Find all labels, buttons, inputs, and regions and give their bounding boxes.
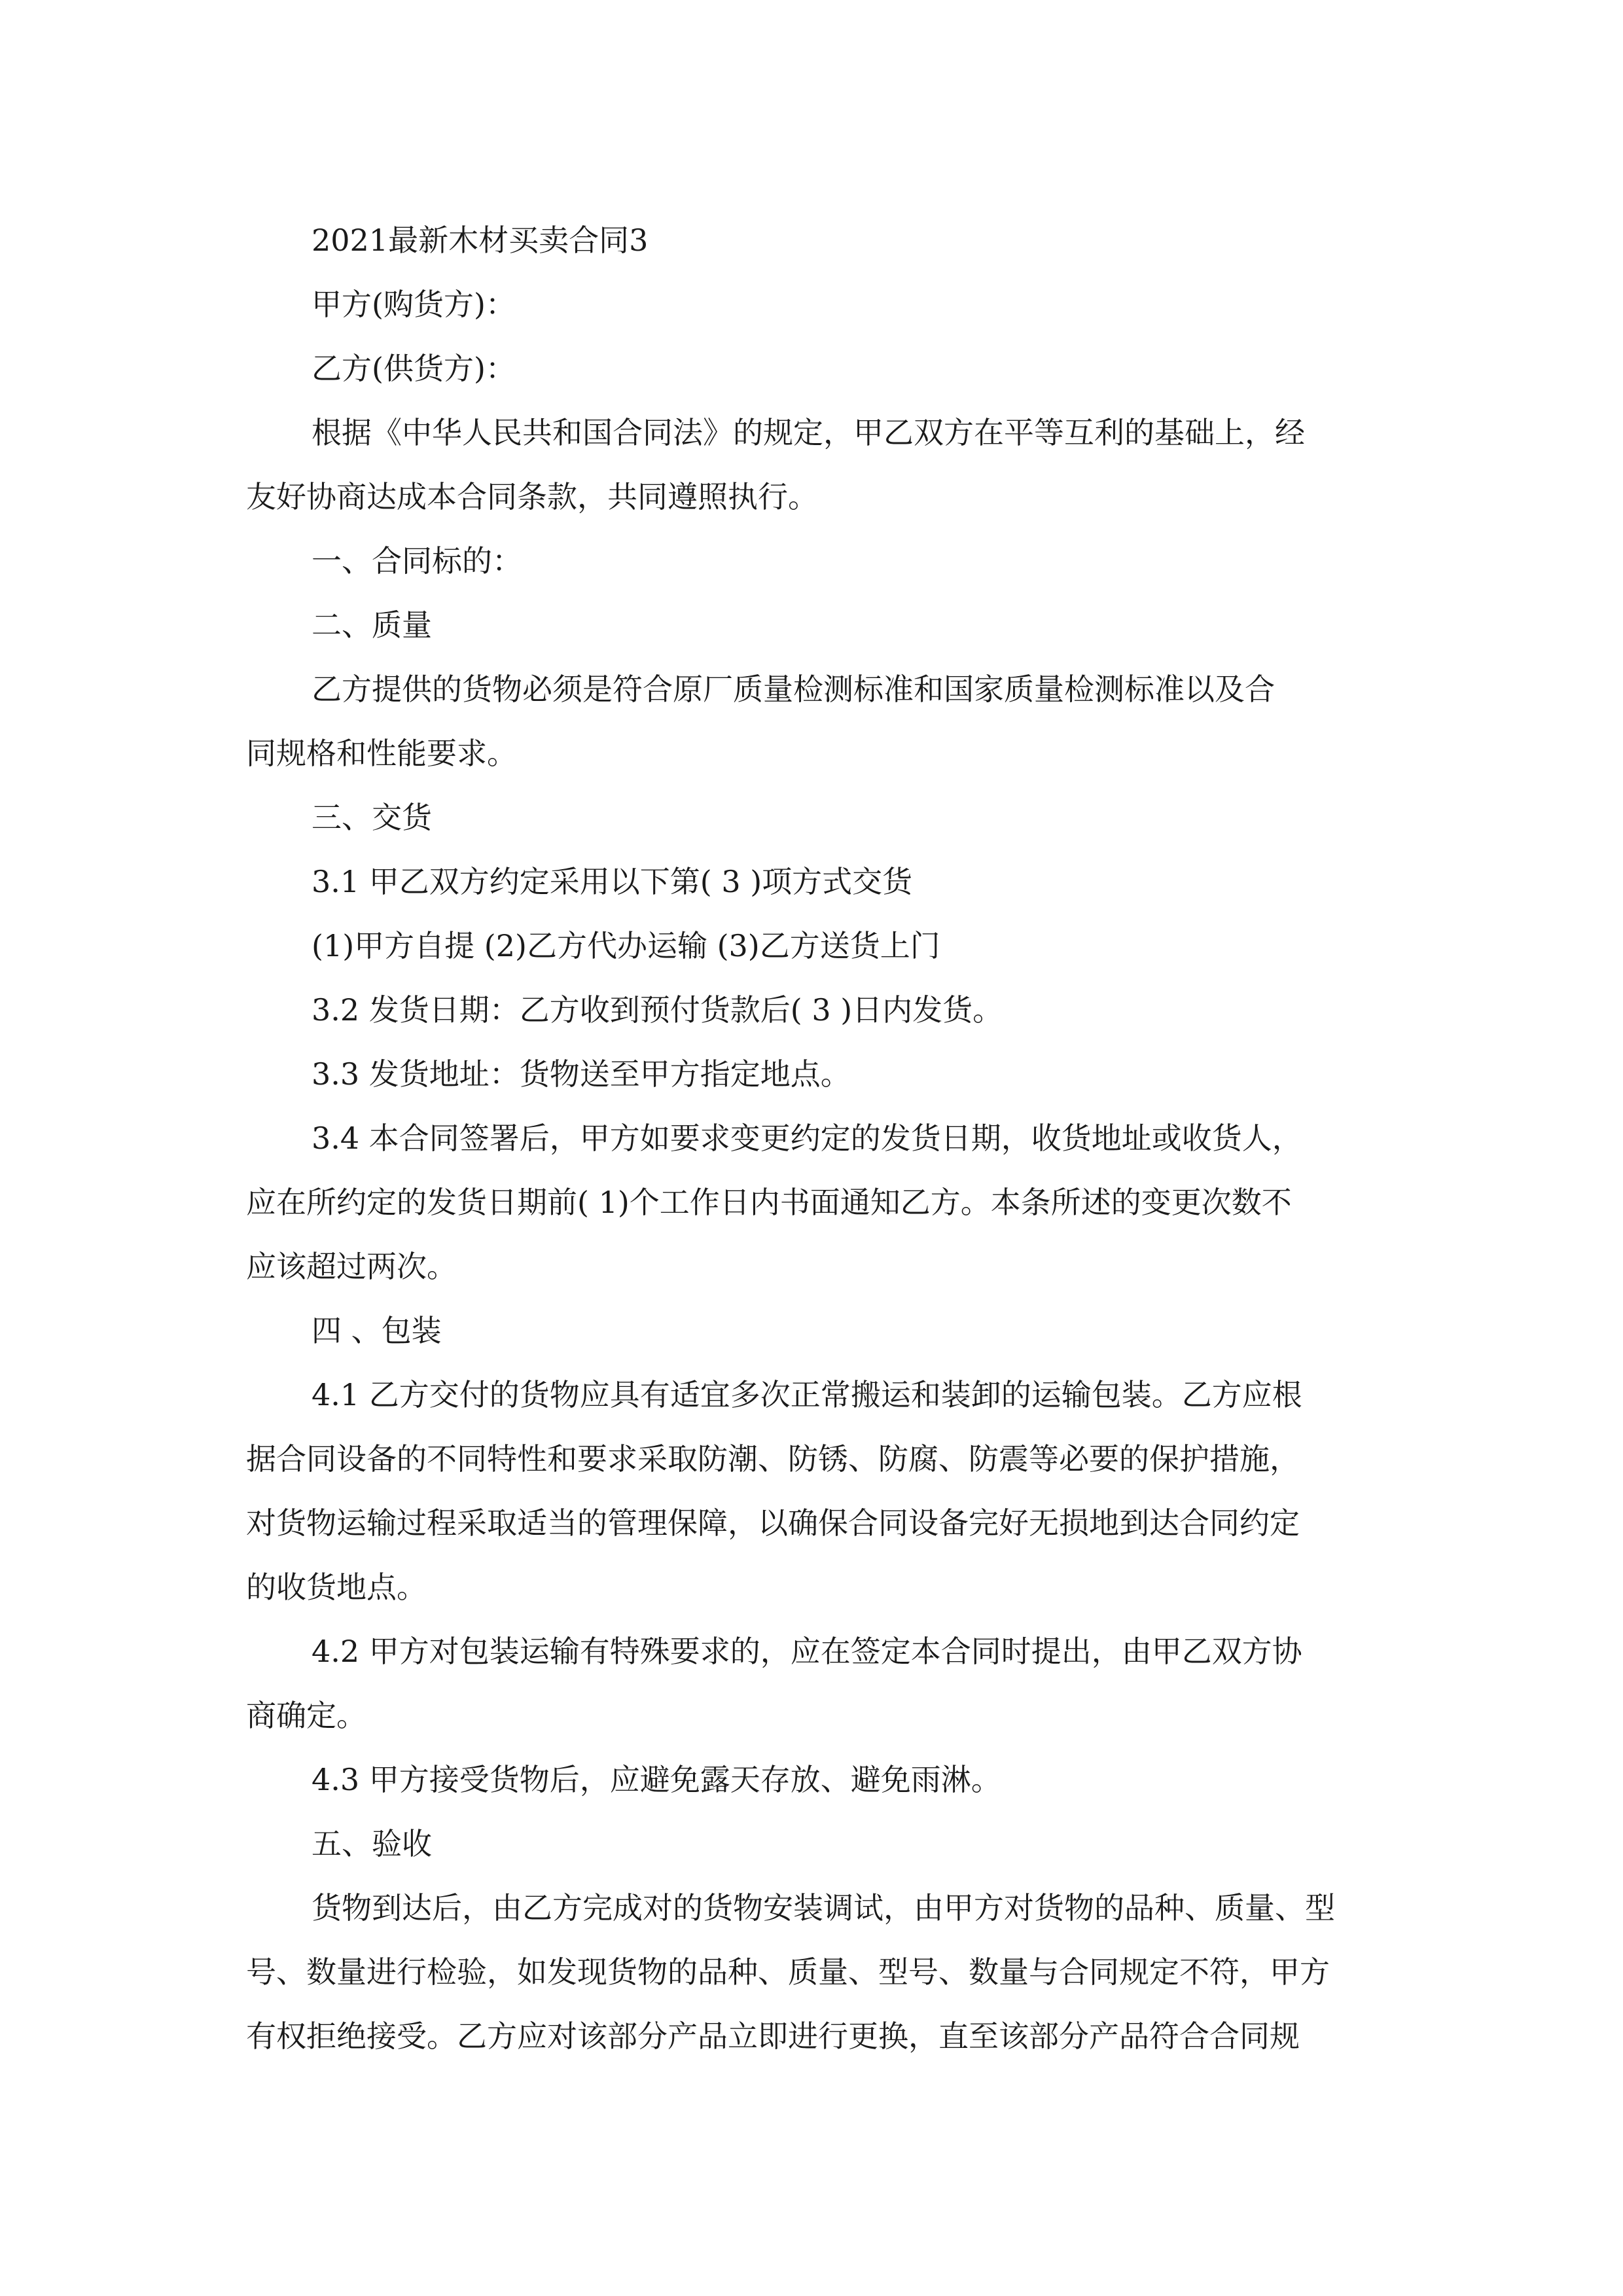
clause-3-1: 3.1 甲乙双方约定采用以下第( 3 )项方式交货 (312, 864, 913, 899)
intro-paragraph-line: 根据《中华人民共和国合同法》的规定，甲乙双方在平等互利的基础上，经 (312, 415, 1305, 450)
clause-4-1-line: 对货物运输过程采取适当的管理保障，以确保合同设备完好无损地到达合同约定 (246, 1505, 1300, 1541)
clause-3-2: 3.2 发货日期：乙方收到预付货款后( 3 )日内发货。 (312, 992, 1003, 1028)
section-heading-delivery: 三、交货 (312, 800, 432, 835)
acceptance-paragraph-line: 号、数量进行检验，如发现货物的品种、质量、型号、数量与合同规定不符，甲方 (246, 1954, 1330, 1990)
clause-4-1-line: 的收货地点。 (246, 1570, 427, 1605)
clause-3-4-line: 应该超过两次。 (246, 1249, 457, 1284)
clause-3-1-options: (1)甲方自提 (2)乙方代办运输 (3)乙方送货上门 (312, 928, 940, 963)
party-b-line: 乙方(供货方)： (312, 351, 516, 386)
section-heading-quality: 二、质量 (312, 607, 432, 643)
clause-4-2-line: 4.2 甲方对包装运输有特殊要求的，应在签定本合同时提出，由甲乙双方协 (312, 1634, 1302, 1669)
intro-paragraph-line: 友好协商达成本合同条款，共同遵照执行。 (246, 479, 818, 514)
section-heading-packaging: 四 、包装 (312, 1313, 442, 1348)
acceptance-paragraph-line: 货物到达后，由乙方完成对的货物安装调试，由甲方对货物的品种、质量、型 (312, 1890, 1335, 1926)
quality-paragraph-line: 乙方提供的货物必须是符合原厂质量检测标准和国家质量检测标准以及合 (312, 672, 1275, 707)
clause-4-3: 4.3 甲方接受货物后，应避免露天存放、避免雨淋。 (312, 1762, 1001, 1797)
clause-3-4-line: 应在所约定的发货日期前( 1)个工作日内书面通知乙方。本条所述的变更次数不 (246, 1185, 1292, 1220)
clause-4-1-line: 4.1 乙方交付的货物应具有适宜多次正常搬运和装卸的运输包装。乙方应根 (312, 1377, 1302, 1412)
section-heading-subject: 一、合同标的： (312, 543, 522, 579)
quality-paragraph-line: 同规格和性能要求。 (246, 736, 517, 771)
clause-4-1-line: 据合同设备的不同特性和要求采取防潮、防锈、防腐、防震等必要的保护措施， (246, 1441, 1300, 1477)
document-body (246, 208, 1377, 2068)
acceptance-paragraph-line: 有权拒绝接受。乙方应对该部分产品立即进行更换，直至该部分产品符合合同规 (246, 2018, 1300, 2054)
clause-3-3: 3.3 发货地址：货物送至甲方指定地点。 (312, 1056, 851, 1092)
clause-4-2-line: 商确定。 (246, 1698, 366, 1733)
document-title: 2021最新木材买卖合同3 (312, 223, 649, 258)
section-heading-acceptance: 五、验收 (312, 1826, 432, 1861)
clause-3-4-line: 3.4 本合同签署后，甲方如要求变更约定的发货日期，收货地址或收货人， (312, 1121, 1302, 1156)
party-a-line: 甲方(购货方)： (312, 287, 516, 322)
